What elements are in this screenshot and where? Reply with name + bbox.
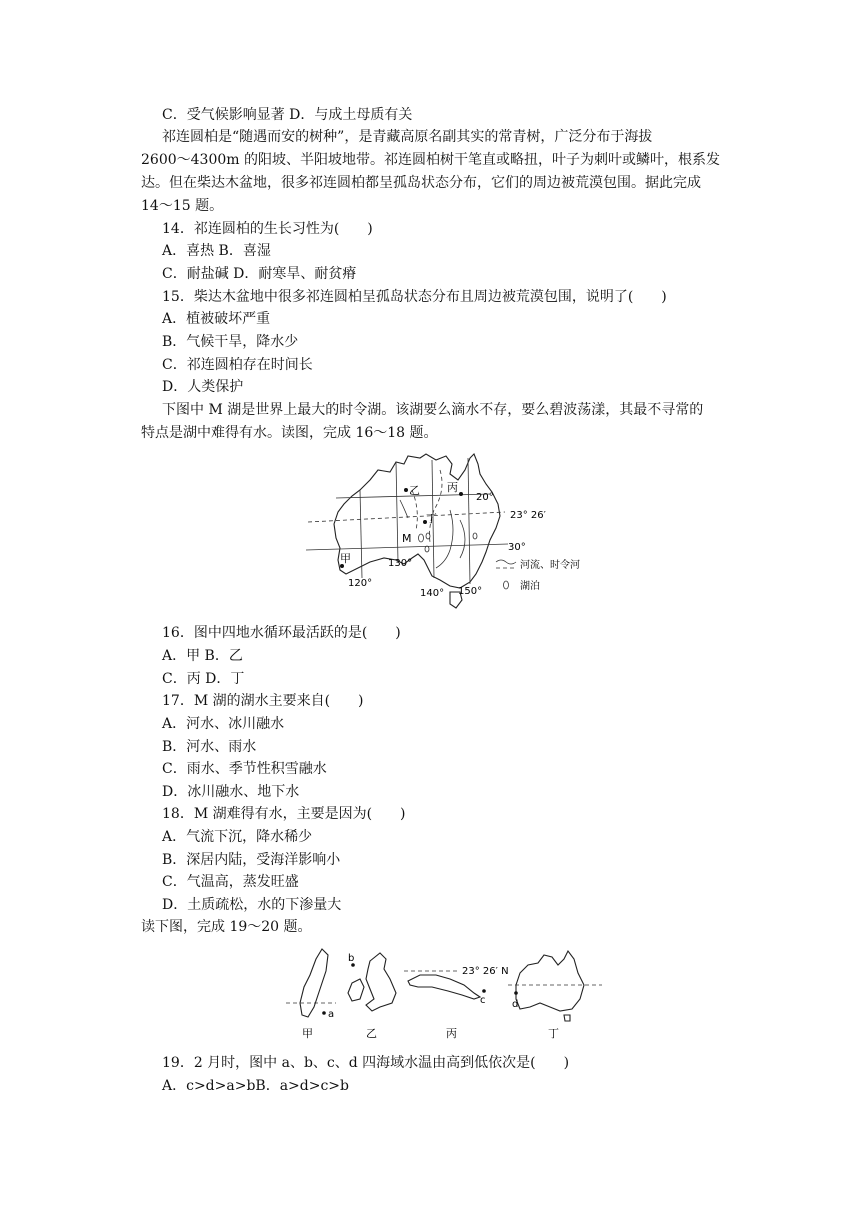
passage-line: 读下图，完成 19～20 题。 (141, 919, 312, 935)
passage-line: 祁连圆柏是“随遇而安的树种”，是青藏高原名副其实的常青树，广泛分布于海拔 (162, 129, 653, 145)
river (400, 500, 408, 518)
option-line: A．c>d>a>bB．a>d>c>b (162, 1078, 350, 1094)
meridian-150 (468, 458, 470, 584)
island-bing-outline (408, 975, 480, 999)
question-17: 17．M 湖的湖水主要来自( ) (162, 693, 364, 709)
question-15: 15．柴达木盆地中很多祁连圆柏呈孤岛状态分布且周边被荒漠包围，说明了( ) (162, 289, 667, 305)
point-d (514, 991, 518, 995)
label-lon-150: 150° (458, 586, 483, 597)
option-line: A．河水、冰川融水 (162, 716, 285, 732)
option-line: C．受气候影响显著 D．与成土母质有关 (162, 107, 413, 123)
tropic-label: 23° 26′ N (462, 966, 509, 977)
label-lat-2326: 23° 26′ (510, 510, 546, 521)
meridian-120 (360, 490, 362, 578)
passage-line: 2600～4300m 的阳坡、半阳坡地带。祁连圆柏树干笔直或略扭，叶子为刺叶或鳞叶，根系发 (141, 152, 720, 168)
option-line: A．甲 B．乙 (162, 648, 243, 664)
passage-line: 达。但在柴达木盆地，很多祁连圆柏都呈孤岛状态分布，它们的周边被荒漠包围。据此完成 (141, 175, 701, 191)
point-a (322, 1011, 326, 1015)
island-yi-ireland (348, 979, 364, 1001)
label-lat-20: 20° (476, 492, 494, 503)
label-yi: 乙 (409, 484, 420, 497)
option-line: D．冰川融水、地下水 (162, 784, 300, 800)
river (430, 470, 443, 542)
option-line: B．河水、雨水 (162, 739, 257, 755)
label-lon-130: 130° (388, 558, 413, 569)
passage-line: 下图中 M 湖是世界上最大的时令湖。该湖要么滴水不存，要么碧波荡漾，其最不寻常的 (162, 402, 704, 418)
option-line: B．气候干旱，降水少 (162, 334, 299, 350)
question-19: 19．2 月时，图中 a、b、c、d 四海域水温由高到低依次是( ) (162, 1055, 570, 1071)
option-line: D．人类保护 (162, 379, 244, 395)
legend-river-symbol (496, 560, 516, 564)
option-line: B．深居内陆，受海洋影响小 (162, 852, 341, 868)
option-line: C．丙 D．丁 (162, 671, 245, 687)
four-regions-figure (280, 945, 610, 1050)
caption-ding: 丁 (548, 1027, 559, 1040)
passage-line: 14～15 题。 (141, 198, 224, 214)
passage-line: 特点是湖中难得有水。读图，完成 16～18 题。 (141, 425, 438, 441)
option-line: C．祁连圆柏存在时间长 (162, 357, 313, 373)
lake-m (419, 534, 424, 542)
island-ding-outline (516, 951, 584, 1011)
label-b: b (348, 953, 355, 964)
legend-lake-label: 湖泊 (520, 581, 540, 592)
option-line: C．雨水、季节性积雪融水 (162, 761, 327, 777)
island-ding-tasmania (564, 1015, 570, 1021)
caption-yi: 乙 (366, 1027, 377, 1040)
legend-lake-symbol (504, 581, 509, 589)
question-16: 16．图中四地水循环最活跃的是( ) (162, 625, 401, 641)
label-lat-30: 30° (508, 542, 526, 553)
option-line: C．耐盐碱 D．耐寒旱、耐贫瘠 (162, 266, 357, 282)
label-a: a (328, 1009, 335, 1020)
option-line: D．土质疏松，水的下渗量大 (162, 897, 342, 913)
option-line: A．喜热 B．喜湿 (162, 243, 271, 259)
label-c: c (480, 995, 486, 1006)
label-d: d (512, 999, 519, 1010)
caption-jia: 甲 (302, 1027, 313, 1040)
label-jia: 甲 (340, 552, 351, 565)
question-18: 18．M 湖难得有水，主要是因为( ) (162, 806, 406, 822)
label-bing: 丙 (447, 481, 458, 494)
river (436, 510, 453, 568)
label-lon-140: 140° (420, 588, 445, 599)
lake (426, 533, 430, 539)
island-yi-outline (366, 953, 396, 1011)
legend-river-label: 河流、时令河 (520, 560, 580, 571)
australia-map-figure (300, 450, 600, 615)
point-yi (404, 488, 408, 492)
label-ding: 丁 (426, 512, 437, 525)
caption-bing: 丙 (446, 1027, 457, 1040)
lake (473, 533, 477, 539)
island-jia-outline (300, 949, 328, 1017)
point-c (482, 989, 486, 993)
option-line: A．气流下沉，降水稀少 (162, 829, 313, 845)
option-line: C．气温高，蒸发旺盛 (162, 874, 299, 890)
question-14: 14．祁连圆柏的生长习性为( ) (162, 221, 373, 237)
lake (425, 546, 429, 552)
option-line: A．植被破坏严重 (162, 311, 271, 327)
river (460, 520, 465, 558)
label-m: M (402, 532, 412, 545)
label-lon-120: 120° (348, 578, 373, 589)
point-bing (459, 492, 463, 496)
